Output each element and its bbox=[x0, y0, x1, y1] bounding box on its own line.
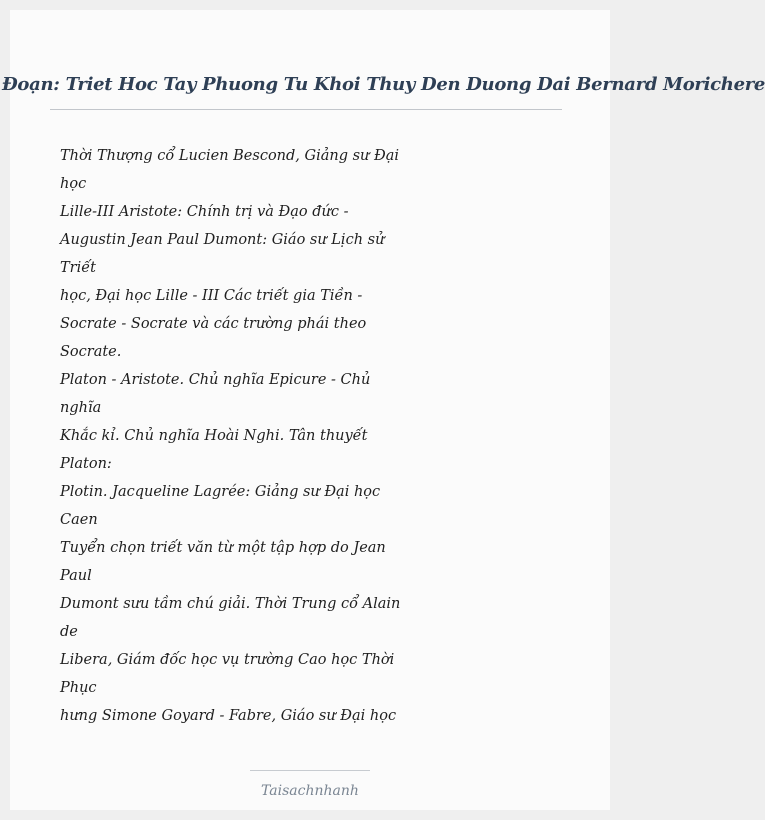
text-line: Augustin Jean Paul Dumont: Giáo sư Lịch sử bbox=[60, 232, 385, 248]
text-line: Khắc kỉ. Chủ nghĩa Hoài Nghi. Tân thuyết bbox=[60, 428, 368, 444]
text-line: học, Đại học Lille - III Các triết gia Tiền - bbox=[60, 288, 363, 304]
text-line: Phục bbox=[60, 680, 97, 696]
text-line: Platon: bbox=[60, 456, 112, 472]
text-line: Triết bbox=[60, 260, 96, 276]
text-line: Lille-III Aristote: Chính trị và Đạo đức - bbox=[60, 204, 349, 220]
text-line: Caen bbox=[60, 512, 98, 528]
text-line: Dumont sưu tầm chú giải. Thời Trung cổ Alain bbox=[60, 596, 401, 612]
text-line: Socrate. bbox=[60, 344, 122, 360]
text-line: học bbox=[60, 176, 87, 192]
text-line: Socrate - Socrate và các trường phái theo bbox=[60, 316, 367, 332]
title-divider bbox=[50, 109, 562, 110]
text-line: Plotin. Jacqueline Lagrée: Giảng sư Đại học bbox=[60, 484, 381, 500]
document-page bbox=[2, 10, 765, 810]
document-body bbox=[60, 142, 401, 730]
document-title: Đoạn: Triet Hoc Tay Phuong Tu Khoi Thuy Den Duong Dai Bernard Morichere bbox=[2, 74, 765, 95]
text-line: hưng Simone Goyard - Fabre, Giáo sư Đại học bbox=[60, 708, 397, 724]
footer-divider bbox=[250, 770, 370, 771]
footer-brand: Taisachnhanh bbox=[261, 783, 359, 799]
text-line: nghĩa bbox=[60, 400, 102, 416]
text-line: Thời Thượng cổ Lucien Bescond, Giảng sư Đại bbox=[60, 148, 399, 164]
text-line: Libera, Giám đốc học vụ trường Cao học Thời bbox=[60, 652, 395, 668]
text-line: de bbox=[60, 624, 78, 640]
text-line: Paul bbox=[60, 568, 92, 584]
text-line: Platon - Aristote. Chủ nghĩa Epicure - Chủ bbox=[60, 372, 371, 388]
text-line: Tuyển chọn triết văn từ một tập hợp do Jean bbox=[60, 540, 386, 556]
